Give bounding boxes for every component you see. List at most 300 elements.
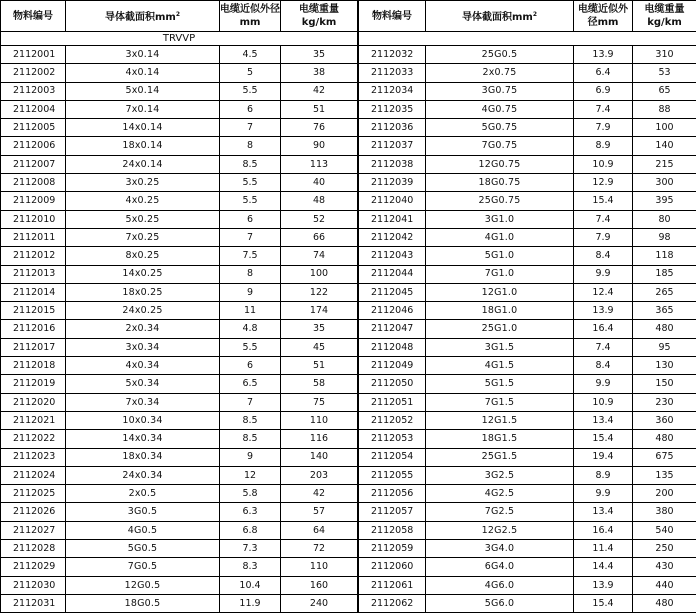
material-code: 2112031 bbox=[1, 594, 66, 612]
material-code: 2112035 bbox=[359, 100, 426, 118]
conductor-spec: 4G0.75 bbox=[426, 100, 574, 118]
table-row bbox=[359, 448, 696, 466]
header-row bbox=[359, 1, 696, 32]
cable-weight: 122 bbox=[281, 283, 358, 301]
conductor-spec: 14x0.34 bbox=[66, 430, 220, 448]
header-code: 物料编号 bbox=[359, 1, 426, 32]
conductor-spec: 3G0.5 bbox=[66, 503, 220, 521]
table-row bbox=[359, 411, 696, 429]
cable-diameter: 7.4 bbox=[574, 100, 633, 118]
table-row bbox=[359, 558, 696, 576]
material-code: 2112061 bbox=[359, 576, 426, 594]
cable-weight: 65 bbox=[633, 82, 696, 100]
conductor-spec: 5G0.5 bbox=[66, 540, 220, 558]
table-row bbox=[1, 247, 358, 265]
table-row bbox=[1, 430, 358, 448]
conductor-spec: 5x0.14 bbox=[66, 82, 220, 100]
table-row bbox=[359, 283, 696, 301]
conductor-spec: 18x0.25 bbox=[66, 283, 220, 301]
cable-weight: 140 bbox=[281, 448, 358, 466]
conductor-spec: 4x0.34 bbox=[66, 357, 220, 375]
table-row bbox=[1, 320, 358, 338]
cable-diameter: 5.5 bbox=[220, 82, 281, 100]
cable-diameter: 8.5 bbox=[220, 411, 281, 429]
material-code: 2112053 bbox=[359, 430, 426, 448]
cable-diameter: 9.9 bbox=[574, 375, 633, 393]
table-row bbox=[359, 338, 696, 356]
cable-weight: 380 bbox=[633, 503, 696, 521]
table-row bbox=[359, 82, 696, 100]
table-row bbox=[359, 155, 696, 173]
cable-weight: 42 bbox=[281, 485, 358, 503]
material-code: 2112039 bbox=[359, 174, 426, 192]
subheader-row bbox=[1, 32, 358, 46]
conductor-spec: 12G0.5 bbox=[66, 576, 220, 594]
cable-diameter: 16.4 bbox=[574, 320, 633, 338]
conductor-spec: 7G1.5 bbox=[426, 393, 574, 411]
cable-diameter: 8 bbox=[220, 265, 281, 283]
cable-diameter: 4.5 bbox=[220, 46, 281, 64]
conductor-spec: 8x0.25 bbox=[66, 247, 220, 265]
conductor-spec: 7x0.14 bbox=[66, 100, 220, 118]
cable-diameter: 10.4 bbox=[220, 576, 281, 594]
table-row bbox=[1, 521, 358, 539]
table-row bbox=[359, 357, 696, 375]
conductor-spec: 5x0.25 bbox=[66, 210, 220, 228]
cable-diameter: 6.8 bbox=[220, 521, 281, 539]
cable-weight: 203 bbox=[281, 466, 358, 484]
table-row bbox=[359, 302, 696, 320]
table-row bbox=[359, 466, 696, 484]
table-row bbox=[1, 594, 358, 612]
conductor-spec: 7x0.25 bbox=[66, 228, 220, 246]
cable-weight: 395 bbox=[633, 192, 696, 210]
cable-weight: 675 bbox=[633, 448, 696, 466]
conductor-spec: 5G1.0 bbox=[426, 247, 574, 265]
cable-diameter: 5.5 bbox=[220, 174, 281, 192]
cable-weight: 360 bbox=[633, 411, 696, 429]
material-code: 2112013 bbox=[1, 265, 66, 283]
header-diameter: 电缆近似外径mm bbox=[574, 1, 633, 32]
cable-weight: 80 bbox=[633, 210, 696, 228]
conductor-spec: 5G1.5 bbox=[426, 375, 574, 393]
material-code: 2112026 bbox=[1, 503, 66, 521]
cable-weight: 160 bbox=[281, 576, 358, 594]
table-row bbox=[1, 119, 358, 137]
conductor-spec: 2x0.34 bbox=[66, 320, 220, 338]
cable-weight: 100 bbox=[633, 119, 696, 137]
material-code: 2112046 bbox=[359, 302, 426, 320]
table-row bbox=[359, 375, 696, 393]
material-code: 2112062 bbox=[359, 594, 426, 612]
conductor-spec: 3x0.25 bbox=[66, 174, 220, 192]
cable-weight: 118 bbox=[633, 247, 696, 265]
table-row bbox=[1, 357, 358, 375]
material-code: 2112021 bbox=[1, 411, 66, 429]
cable-diameter: 5.5 bbox=[220, 338, 281, 356]
table-row bbox=[1, 302, 358, 320]
material-code: 2112020 bbox=[1, 393, 66, 411]
table-row bbox=[359, 521, 696, 539]
material-code: 2112008 bbox=[1, 174, 66, 192]
subheader-row bbox=[359, 32, 696, 46]
material-code: 2112060 bbox=[359, 558, 426, 576]
table-row bbox=[1, 283, 358, 301]
material-code: 2112044 bbox=[359, 265, 426, 283]
cable-diameter: 12.9 bbox=[574, 174, 633, 192]
material-code: 2112057 bbox=[359, 503, 426, 521]
conductor-spec: 4G1.0 bbox=[426, 228, 574, 246]
material-code: 2112040 bbox=[359, 192, 426, 210]
material-code: 2112001 bbox=[1, 46, 66, 64]
material-code: 2112010 bbox=[1, 210, 66, 228]
conductor-spec: 3G1.0 bbox=[426, 210, 574, 228]
table-row bbox=[359, 503, 696, 521]
material-code: 2112012 bbox=[1, 247, 66, 265]
cable-diameter: 13.4 bbox=[574, 503, 633, 521]
cable-weight: 51 bbox=[281, 357, 358, 375]
cable-weight: 64 bbox=[281, 521, 358, 539]
material-code: 2112055 bbox=[359, 466, 426, 484]
cable-diameter: 13.9 bbox=[574, 302, 633, 320]
conductor-spec: 25G0.5 bbox=[426, 46, 574, 64]
conductor-spec: 25G1.5 bbox=[426, 448, 574, 466]
conductor-spec: 3x0.14 bbox=[66, 46, 220, 64]
cable-diameter: 5 bbox=[220, 64, 281, 82]
table-row bbox=[359, 265, 696, 283]
cable-diameter: 15.4 bbox=[574, 192, 633, 210]
table-row bbox=[1, 228, 358, 246]
conductor-spec: 12G1.0 bbox=[426, 283, 574, 301]
cable-diameter: 7.9 bbox=[574, 119, 633, 137]
table-row bbox=[359, 174, 696, 192]
conductor-spec: 18G0.75 bbox=[426, 174, 574, 192]
conductor-spec: 24x0.14 bbox=[66, 155, 220, 173]
cable-diameter: 5.5 bbox=[220, 192, 281, 210]
cable-weight: 72 bbox=[281, 540, 358, 558]
cable-diameter: 7.4 bbox=[574, 338, 633, 356]
cable-weight: 200 bbox=[633, 485, 696, 503]
material-code: 2112025 bbox=[1, 485, 66, 503]
cable-weight: 540 bbox=[633, 521, 696, 539]
cable-diameter: 7.5 bbox=[220, 247, 281, 265]
cable-diameter: 19.4 bbox=[574, 448, 633, 466]
cable-diameter: 10.9 bbox=[574, 155, 633, 173]
conductor-spec: 7G1.0 bbox=[426, 265, 574, 283]
conductor-spec: 7G0.5 bbox=[66, 558, 220, 576]
cable-weight: 58 bbox=[281, 375, 358, 393]
material-code: 2112043 bbox=[359, 247, 426, 265]
conductor-spec: 3G0.75 bbox=[426, 82, 574, 100]
cable-weight: 150 bbox=[633, 375, 696, 393]
cable-weight: 430 bbox=[633, 558, 696, 576]
cable-weight: 35 bbox=[281, 46, 358, 64]
conductor-spec: 25G1.0 bbox=[426, 320, 574, 338]
cable-weight: 135 bbox=[633, 466, 696, 484]
conductor-spec: 5x0.34 bbox=[66, 375, 220, 393]
cable-diameter: 8.4 bbox=[574, 247, 633, 265]
material-code: 2112051 bbox=[359, 393, 426, 411]
cable-diameter: 6.5 bbox=[220, 375, 281, 393]
material-code: 2112027 bbox=[1, 521, 66, 539]
table-row bbox=[1, 265, 358, 283]
conductor-spec: 18G0.5 bbox=[66, 594, 220, 612]
cable-diameter: 8.3 bbox=[220, 558, 281, 576]
material-code: 2112049 bbox=[359, 357, 426, 375]
cable-diameter: 8.4 bbox=[574, 357, 633, 375]
material-code: 2112032 bbox=[359, 46, 426, 64]
material-code: 2112054 bbox=[359, 448, 426, 466]
cable-diameter: 15.4 bbox=[574, 430, 633, 448]
material-code: 2112017 bbox=[1, 338, 66, 356]
cable-diameter: 8.9 bbox=[574, 137, 633, 155]
cable-diameter: 13.9 bbox=[574, 576, 633, 594]
conductor-spec: 25G0.75 bbox=[426, 192, 574, 210]
cable-diameter: 7.9 bbox=[574, 228, 633, 246]
cable-diameter: 12 bbox=[220, 466, 281, 484]
cable-weight: 90 bbox=[281, 137, 358, 155]
cable-diameter: 13.4 bbox=[574, 411, 633, 429]
table-row bbox=[359, 192, 696, 210]
material-code: 2112018 bbox=[1, 357, 66, 375]
table-row bbox=[1, 210, 358, 228]
cable-diameter: 5.8 bbox=[220, 485, 281, 503]
cable-diameter: 9 bbox=[220, 283, 281, 301]
material-code: 2112019 bbox=[1, 375, 66, 393]
cable-diameter: 7 bbox=[220, 228, 281, 246]
right-spec-table bbox=[358, 0, 696, 613]
material-code: 2112007 bbox=[1, 155, 66, 173]
cable-diameter: 7 bbox=[220, 393, 281, 411]
conductor-spec: 4G1.5 bbox=[426, 357, 574, 375]
cable-weight: 76 bbox=[281, 119, 358, 137]
cable-diameter: 8 bbox=[220, 137, 281, 155]
table-row bbox=[359, 576, 696, 594]
cable-diameter: 16.4 bbox=[574, 521, 633, 539]
cable-diameter: 7.3 bbox=[220, 540, 281, 558]
cable-weight: 38 bbox=[281, 64, 358, 82]
cable-diameter: 14.4 bbox=[574, 558, 633, 576]
cable-diameter: 6.4 bbox=[574, 64, 633, 82]
cable-weight: 130 bbox=[633, 357, 696, 375]
material-code: 2112058 bbox=[359, 521, 426, 539]
material-code: 2112047 bbox=[359, 320, 426, 338]
cable-weight: 66 bbox=[281, 228, 358, 246]
material-code: 2112038 bbox=[359, 155, 426, 173]
conductor-spec: 4G0.5 bbox=[66, 521, 220, 539]
cable-diameter: 7.4 bbox=[574, 210, 633, 228]
conductor-spec: 10x0.34 bbox=[66, 411, 220, 429]
conductor-spec: 3G2.5 bbox=[426, 466, 574, 484]
cable-weight: 42 bbox=[281, 82, 358, 100]
cable-diameter: 12.4 bbox=[574, 283, 633, 301]
conductor-spec: 2x0.5 bbox=[66, 485, 220, 503]
conductor-spec: 5G0.75 bbox=[426, 119, 574, 137]
material-code: 2112030 bbox=[1, 576, 66, 594]
cable-diameter: 13.9 bbox=[574, 46, 633, 64]
spacer-cell bbox=[359, 32, 696, 46]
cable-diameter: 9 bbox=[220, 448, 281, 466]
material-code: 2112045 bbox=[359, 283, 426, 301]
cable-weight: 110 bbox=[281, 558, 358, 576]
material-code: 2112033 bbox=[359, 64, 426, 82]
material-code: 2112009 bbox=[1, 192, 66, 210]
table-row bbox=[1, 82, 358, 100]
table-row bbox=[1, 466, 358, 484]
cable-weight: 480 bbox=[633, 430, 696, 448]
conductor-spec: 18x0.14 bbox=[66, 137, 220, 155]
cable-weight: 480 bbox=[633, 594, 696, 612]
conductor-spec: 7G0.75 bbox=[426, 137, 574, 155]
table-row bbox=[1, 64, 358, 82]
material-code: 2112005 bbox=[1, 119, 66, 137]
table-row bbox=[1, 100, 358, 118]
conductor-spec: 18G1.5 bbox=[426, 430, 574, 448]
conductor-spec: 7x0.34 bbox=[66, 393, 220, 411]
material-code: 2112052 bbox=[359, 411, 426, 429]
cable-weight: 185 bbox=[633, 265, 696, 283]
conductor-spec: 4x0.25 bbox=[66, 192, 220, 210]
cable-weight: 250 bbox=[633, 540, 696, 558]
table-row bbox=[359, 210, 696, 228]
table-row bbox=[1, 540, 358, 558]
table-row bbox=[359, 137, 696, 155]
table-row bbox=[359, 540, 696, 558]
cable-weight: 74 bbox=[281, 247, 358, 265]
table-row bbox=[1, 576, 358, 594]
cable-diameter: 7 bbox=[220, 119, 281, 137]
conductor-spec: 18G1.0 bbox=[426, 302, 574, 320]
material-code: 2112059 bbox=[359, 540, 426, 558]
cable-weight: 45 bbox=[281, 338, 358, 356]
conductor-spec: 7G2.5 bbox=[426, 503, 574, 521]
cable-weight: 40 bbox=[281, 174, 358, 192]
cable-diameter: 15.4 bbox=[574, 594, 633, 612]
table-row bbox=[1, 338, 358, 356]
cable-diameter: 11.9 bbox=[220, 594, 281, 612]
table-row bbox=[359, 393, 696, 411]
table-row bbox=[359, 119, 696, 137]
table-row bbox=[1, 503, 358, 521]
conductor-spec: 3G1.5 bbox=[426, 338, 574, 356]
material-code: 2112015 bbox=[1, 302, 66, 320]
table-row bbox=[1, 174, 358, 192]
cable-diameter: 6 bbox=[220, 357, 281, 375]
cable-diameter: 6.9 bbox=[574, 82, 633, 100]
conductor-spec: 18x0.34 bbox=[66, 448, 220, 466]
material-code: 2112014 bbox=[1, 283, 66, 301]
cable-weight: 98 bbox=[633, 228, 696, 246]
conductor-spec: 4G2.5 bbox=[426, 485, 574, 503]
table-row bbox=[1, 375, 358, 393]
material-code: 2112003 bbox=[1, 82, 66, 100]
material-code: 2112036 bbox=[359, 119, 426, 137]
material-code: 2112050 bbox=[359, 375, 426, 393]
material-code: 2112023 bbox=[1, 448, 66, 466]
cable-diameter: 6 bbox=[220, 100, 281, 118]
cable-weight: 88 bbox=[633, 100, 696, 118]
cable-weight: 140 bbox=[633, 137, 696, 155]
header-diameter: 电缆近似外径mm bbox=[220, 1, 281, 32]
cable-weight: 57 bbox=[281, 503, 358, 521]
conductor-spec: 6G4.0 bbox=[426, 558, 574, 576]
material-code: 2112029 bbox=[1, 558, 66, 576]
conductor-spec: 3x0.34 bbox=[66, 338, 220, 356]
header-weight: 电缆重量 kg/km bbox=[633, 1, 696, 32]
material-code: 2112016 bbox=[1, 320, 66, 338]
cable-weight: 113 bbox=[281, 155, 358, 173]
table-row bbox=[359, 46, 696, 64]
cable-weight: 215 bbox=[633, 155, 696, 173]
material-code: 2112041 bbox=[359, 210, 426, 228]
cable-diameter: 6.3 bbox=[220, 503, 281, 521]
table-row bbox=[359, 430, 696, 448]
conductor-spec: 24x0.25 bbox=[66, 302, 220, 320]
cable-diameter: 9.9 bbox=[574, 265, 633, 283]
cable-diameter: 11.4 bbox=[574, 540, 633, 558]
cable-weight: 480 bbox=[633, 320, 696, 338]
table-row bbox=[1, 155, 358, 173]
product-type-label: TRVVP bbox=[1, 32, 358, 46]
cable-diameter: 8.5 bbox=[220, 155, 281, 173]
material-code: 2112011 bbox=[1, 228, 66, 246]
material-code: 2112042 bbox=[359, 228, 426, 246]
cable-weight: 48 bbox=[281, 192, 358, 210]
header-code: 物料编号 bbox=[1, 1, 66, 32]
table-row bbox=[1, 448, 358, 466]
cable-weight: 300 bbox=[633, 174, 696, 192]
cable-weight: 116 bbox=[281, 430, 358, 448]
material-code: 2112028 bbox=[1, 540, 66, 558]
cable-weight: 95 bbox=[633, 338, 696, 356]
cable-weight: 265 bbox=[633, 283, 696, 301]
cable-weight: 230 bbox=[633, 393, 696, 411]
header-area: 导体截面积$mm^2$ bbox=[66, 1, 220, 32]
conductor-spec: 3G4.0 bbox=[426, 540, 574, 558]
cable-diameter: 8.5 bbox=[220, 430, 281, 448]
table-row bbox=[359, 247, 696, 265]
cable-diameter: 9.9 bbox=[574, 485, 633, 503]
cable-weight: 174 bbox=[281, 302, 358, 320]
table-row bbox=[359, 485, 696, 503]
table-row bbox=[359, 100, 696, 118]
conductor-spec: 4x0.14 bbox=[66, 64, 220, 82]
table-row bbox=[359, 594, 696, 612]
conductor-spec: 5G6.0 bbox=[426, 594, 574, 612]
conductor-spec: 24x0.34 bbox=[66, 466, 220, 484]
cable-diameter: 10.9 bbox=[574, 393, 633, 411]
material-code: 2112024 bbox=[1, 466, 66, 484]
material-code: 2112034 bbox=[359, 82, 426, 100]
material-code: 2112006 bbox=[1, 137, 66, 155]
cable-weight: 52 bbox=[281, 210, 358, 228]
table-row bbox=[359, 64, 696, 82]
cable-weight: 35 bbox=[281, 320, 358, 338]
cable-diameter: 4.8 bbox=[220, 320, 281, 338]
table-row bbox=[1, 46, 358, 64]
conductor-spec: 14x0.25 bbox=[66, 265, 220, 283]
cable-diameter: 8.9 bbox=[574, 466, 633, 484]
cable-weight: 51 bbox=[281, 100, 358, 118]
cable-diameter: 11 bbox=[220, 302, 281, 320]
cable-weight: 365 bbox=[633, 302, 696, 320]
table-row bbox=[359, 320, 696, 338]
material-code: 2112004 bbox=[1, 100, 66, 118]
conductor-spec: 12G1.5 bbox=[426, 411, 574, 429]
conductor-spec: 12G0.75 bbox=[426, 155, 574, 173]
conductor-spec: 4G6.0 bbox=[426, 576, 574, 594]
table-row bbox=[1, 393, 358, 411]
